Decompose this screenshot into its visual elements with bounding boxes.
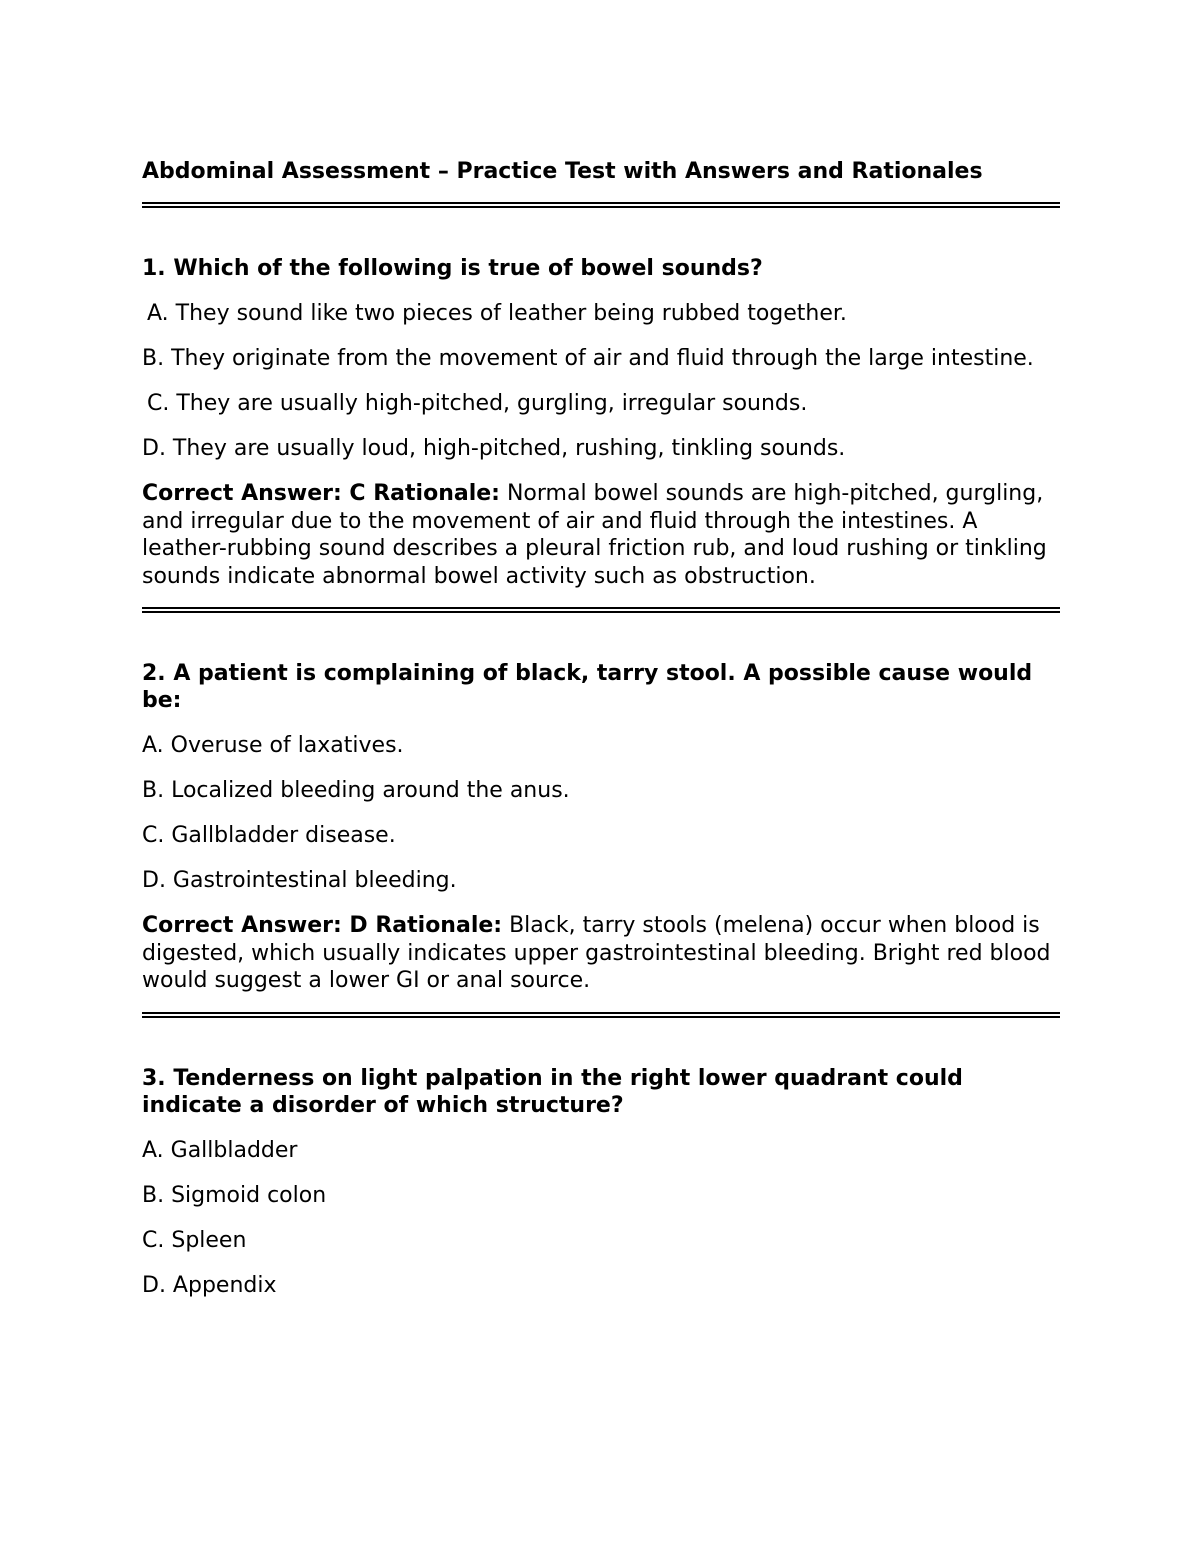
- answer-rationale: [142, 912, 1060, 995]
- answer-option-b: B. They originate from the movement of air and fluid through the large intestine.: [142, 346, 1034, 371]
- rationale-text: Black, tarry stools (melena) occur when blood is digested, which usually indicates upper gastrointestinal bleeding. Bright red blood would suggest a lower GI or anal source.: [142, 913, 1051, 993]
- document-page: [142, 156, 1060, 1317]
- answer-rationale: [142, 480, 1060, 590]
- answer-option-c: C. Gallbladder disease.: [142, 823, 396, 848]
- question-block-2: [142, 660, 1060, 995]
- correct-answer-label: Correct Answer: C Rationale:: [142, 481, 500, 506]
- answer-option-b: B. Localized bleeding around the anus.: [142, 778, 570, 803]
- question-prompt: 2. A patient is complaining of black, tarry stool. A possible cause would be:: [142, 661, 1033, 713]
- rationale-text: Normal bowel sounds are high-pitched, gurgling, and irregular due to the movement of air and fluid through the intestines. A leather-rubbing sound describes a pleural friction rub, and loud rushing or tinkling sounds indicate abnormal bowel activity such as obstruction.: [142, 481, 1047, 589]
- question-block-3: [142, 1065, 1060, 1299]
- question-prompt: 3. Tenderness on light palpation in the right lower quadrant could indicate a disorder of which structure?: [142, 1065, 963, 1118]
- answer-option-d: D. They are usually loud, high-pitched, rushing, tinkling sounds.: [142, 436, 846, 461]
- question-block-1: [142, 255, 1060, 590]
- answer-option-a: A. Overuse of laxatives.: [142, 733, 404, 758]
- answer-option-a: A. Gallbladder: [142, 1137, 298, 1163]
- answer-option-d: D. Appendix: [142, 1272, 277, 1298]
- answer-option-b: B. Sigmoid colon: [142, 1182, 327, 1208]
- double-rule-divider: [142, 202, 1060, 208]
- document-title: Abdominal Assessment – Practice Test with Answers and Rationales: [142, 159, 983, 184]
- answer-option-c: C. Spleen: [142, 1227, 247, 1253]
- answer-option-d: D. Gastrointestinal bleeding.: [142, 868, 457, 893]
- double-rule-divider: [142, 1012, 1060, 1018]
- question-prompt: 1. Which of the following is true of bowel sounds?: [142, 256, 763, 281]
- answer-option-c: C. They are usually high-pitched, gurgling, irregular sounds.: [147, 391, 808, 416]
- answer-option-a: A. They sound like two pieces of leather being rubbed together.: [147, 301, 847, 326]
- double-rule-divider: [142, 607, 1060, 613]
- correct-answer-label: Correct Answer: D Rationale:: [142, 913, 503, 938]
